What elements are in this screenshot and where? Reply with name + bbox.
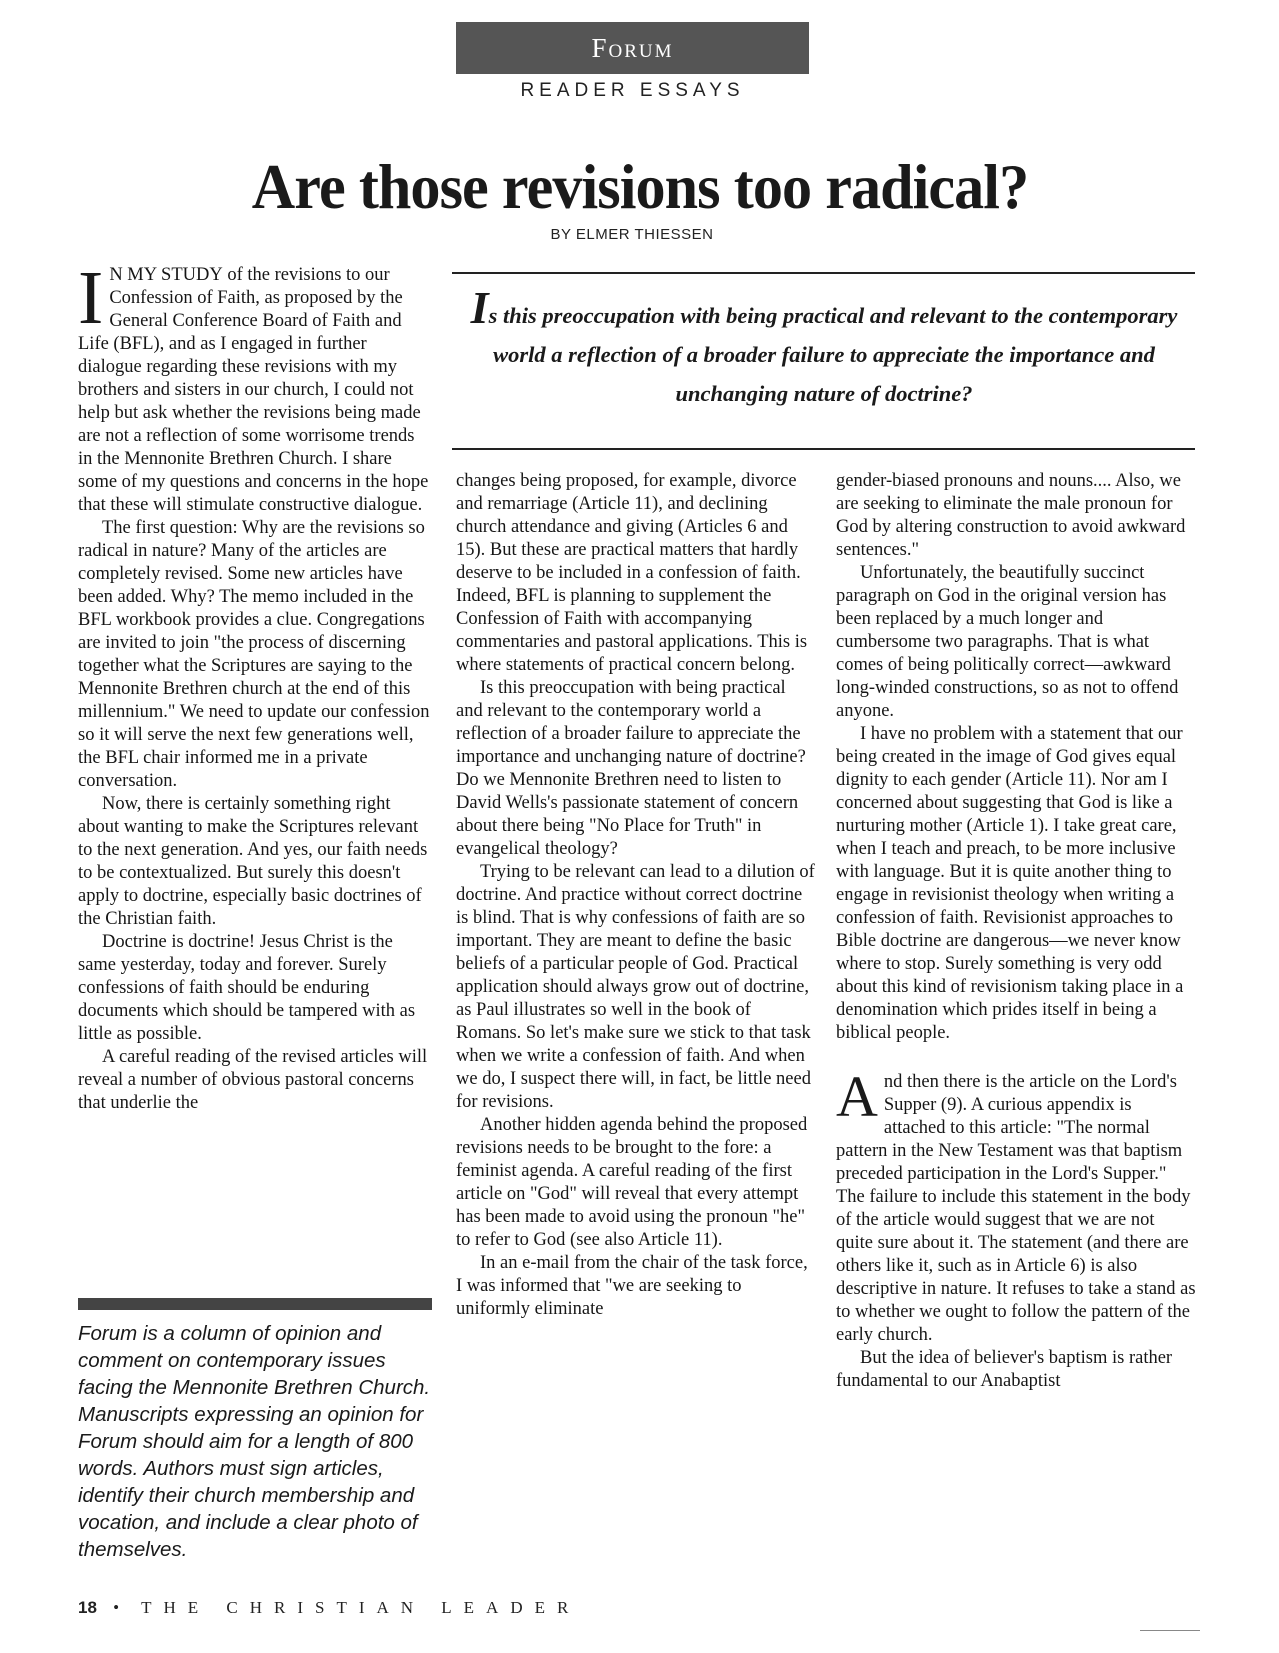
article-paragraph: I have no problem with a statement that our being created in the image of God gives equal dignity to each gender (Article 11). Nor am I concerned about suggesting that God is like a nurturing mother (Article 1). I take great care, when I teach and preach, to be more inclusive with language. But it is quite another thing to engage in revisionist theology when writing a confession of faith. Revisionist approaches to Bible doctrine are dangerous—we never know where to stop. Surely something is very odd about this kind of revisionism taking place in a denomination which prides itself in being a biblical people. (836, 724, 1184, 1043)
section-break (836, 1045, 1196, 1071)
pull-quote-text: s this preoccupation with being practical and relevant to the contemporary world a reflection of a broader failure to appreciate the importance and unchanging nature of doctrine? (488, 303, 1178, 406)
article-column-1 (78, 256, 432, 1115)
pull-quote-drop-letter: I (470, 282, 489, 333)
page-number: 18 (78, 1598, 97, 1617)
article-paragraph: A careful reading of the revised articles will reveal a number of obvious pastoral concerns that underlie the (78, 1047, 428, 1113)
article-paragraph (836, 1064, 1196, 1347)
paragraph-text: of the revisions to our Confession of Faith, as proposed by the General Conference Board of Faith and Life (BFL), and as I engaged in further dialogue regarding these revisions with my brothers and sisters in our church, I could not help but ask whether the revisions being made are not a reflection of some worrisome trends in the Mennonite Brethren Church. I share some of my questions and concerns in the hope that these will stimulate constructive dialogue. (78, 265, 429, 515)
article-paragraph: But the idea of believer's baptism is rather fundamental to our Anabaptist (836, 1348, 1173, 1391)
article-paragraph: Now, there is certainly something right about wanting to make the Scriptures relevant to the next generation. And yes, our faith needs to be contextualized. But surely this doesn't apply to doctrine, especially basic doctrines of the Christian faith. (78, 794, 428, 929)
article-paragraph: Another hidden agenda behind the proposed revisions needs to be brought to the fore: a feminist agenda. A careful reading of the first article on "God" will reveal that every attempt has been made to avoid using the pronoun "he" to refer to God (see also Article 11). (456, 1115, 808, 1250)
lead-in: N MY STUDY (109, 265, 223, 285)
article-title: Are those revisions too radical? (251, 151, 1029, 222)
section-label: READER ESSAYS (520, 80, 745, 101)
footer-separator: • (113, 1598, 126, 1617)
sidebar-rule (78, 1298, 432, 1310)
forum-banner-label: Forum (591, 32, 674, 63)
article-paragraph: Is this preoccupation with being practical and relevant to the contemporary world a reflection of a broader failure to appreciate the importance and unchanging nature of doctrine? Do we Mennonite Brethren need to listen to David Wells's passionate statement of concern about there being "No Place for Truth" in evangelical theology? (456, 678, 806, 859)
article-paragraph: In an e-mail from the chair of the task force, I was informed that "we are seeking to uniformly eliminate (456, 1253, 808, 1319)
drop-cap: I (78, 256, 104, 340)
byline: BY ELMER THIESSEN (550, 226, 714, 243)
pull-quote-bottom-rule (452, 448, 1195, 450)
article-paragraph: Trying to be relevant can lead to a dilution of doctrine. And practice without correct doctrine is blind. That is why confessions of faith are so important. They are meant to define the basic beliefs of a particular people of God. Practical application should always grow out of doctrine, as Paul illustrates so well in the book of Romans. So let's make sure we stick to that task when we write a confession of faith. And when we do, I suspect there will, in fact, be little need for revisions. (456, 862, 815, 1112)
article-paragraph: Unfortunately, the beautifully succinct paragraph on God in the original version has been replaced by a much longer and cumbersome two paragraphs. That is what comes of being politically correct—awkward long-winded constructions, so as not to offend anyone. (836, 563, 1179, 721)
article-column-2 (456, 470, 816, 1321)
drop-cap: A (836, 1064, 878, 1129)
pull-quote (466, 282, 1182, 413)
pull-quote-top-rule (452, 272, 1195, 274)
article-paragraph: Doctrine is doctrine! Jesus Christ is the same yesterday, today and forever. Surely confessions of faith should be enduring documents which should be tampered with as little as possible. (78, 932, 416, 1044)
paragraph-text: nd then there is the article on the Lord's Supper (9). A curious appendix is attached to this article: "The normal pattern in the New Testament was that baptism preceded participation in the Lord's Supper." The failure to include this statement in the body of the article would suggest that we are not quite sure about it. The statement (and there are others like it, such as in Article 6) is also descriptive in nature. It refuses to take a stand as to whether we ought to follow the pattern of the early church. (836, 1072, 1196, 1345)
forum-sidebar-note: Forum is a column of opinion and comment on contemporary issues facing the Mennonite Brethren Church. Manuscripts expressing an opinion for Forum should aim for a length of 800 words. Authors must sign articles, identify their church membership and vocation, and include a clear photo of themselves. (78, 1322, 431, 1561)
article-paragraph: changes being proposed, for example, divorce and remarriage (Article 11), and declining church attendance and giving (Articles 6 and 15). But these are practical matters that hardly deserve to be included in a confession of faith. Indeed, BFL is planning to supplement the Confession of Faith with accompanying commentaries and pastoral applications. This is where statements of practical concern belong. (456, 471, 808, 675)
page-footer (78, 1598, 778, 1618)
publication-name: THE CHRISTIAN LEADER (141, 1598, 581, 1617)
article-paragraph (78, 256, 432, 517)
forum-banner (456, 22, 809, 74)
footer-rule (1140, 1630, 1200, 1631)
article-paragraph: gender-biased pronouns and nouns.... Also, we are seeking to eliminate the male pronoun for God by altering construction to avoid awkward sentences." (836, 471, 1186, 560)
article-column-3 (836, 470, 1196, 1393)
article-paragraph: The first question: Why are the revisions so radical in nature? Many of the articles are completely revised. Some new articles have been added. Why? The memo included in the BFL workbook provides a clue. Congregations are invited to join "the process of discerning together what the Scriptures are saying to the Mennonite Brethren church at the end of this millennium." We need to update our confession so it will serve the next few generations well, the BFL chair informed me in a private conversation. (78, 518, 430, 791)
